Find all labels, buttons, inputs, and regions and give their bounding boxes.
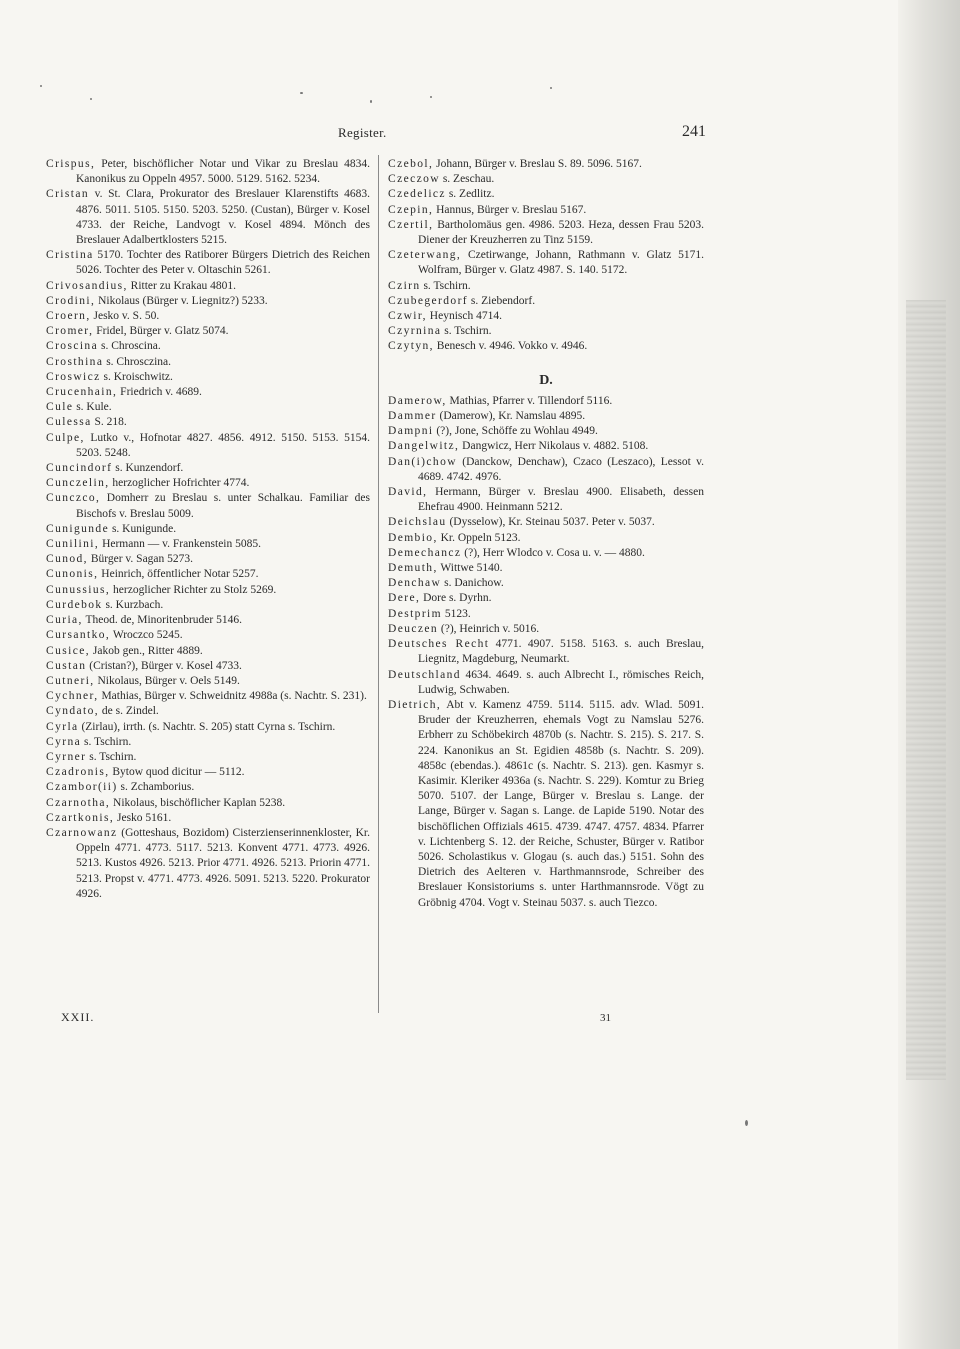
entry-text: Ritter zu Krakau 4801. [127,279,237,292]
entry-text: s. Zeschau. [439,173,495,186]
entry-headword: Czadronis, [46,766,110,779]
entry-text: herzoglicher Richter zu Stolz 5269. [110,583,277,596]
entry-text: (Danckow, Denchaw), Czaco (Leszaco), Lessot v. 4689. 4742. 4976. [418,455,704,483]
entry-text: Jesko v. S. 50. [90,310,160,323]
entry-headword: Czytyn, [388,340,434,353]
entry-text: 4771. 4907. 5158. 5163. s. auch Breslau, Liegnitz, Magdeburg, Neumarkt. [418,638,704,666]
index-entry [388,622,704,637]
entry-headword: Crivosandius, [46,279,128,292]
entry-text: Nikolaus, bischöflicher Kaplan 5238. [110,796,286,809]
entry-headword: Cursantko, [46,629,111,642]
entry-headword: Cusice, [46,644,90,657]
entry-headword: Czarnowanz [46,826,118,839]
index-entry [46,826,370,902]
entry-headword: Czyrnina [388,325,442,338]
entry-headword: Dere, [388,592,421,605]
scan-artifact-band [906,300,946,1080]
entry-headword: Cychner, [46,690,99,703]
index-entry [46,659,370,674]
index-entry [388,591,704,606]
index-entry [388,187,704,202]
index-entry [388,576,704,591]
entry-headword: Cromer, [46,325,94,338]
entry-headword: Dan(i)chow [388,455,457,468]
entry-headword: Cristan [46,188,90,201]
entry-headword: Croswicz [46,370,101,383]
entry-text: (Zirlau), irrth. (s. Nachtr. S. 205) statt Cyrna s. Tschirn. [78,720,336,733]
index-entry [46,187,370,248]
index-entry [46,720,370,735]
index-entry [46,339,370,354]
entry-headword: Cyrla [46,720,79,733]
page-number: 241 [682,123,706,140]
entry-headword: Croern, [46,310,91,323]
entries-c-section [388,157,704,355]
entry-headword: Crodini, [46,294,96,307]
index-entry [388,698,704,911]
entry-text: 4634. 4649. s. auch Albrecht I., römisches Reich, Ludwig, Schwaben. [418,668,704,696]
entry-text: Domherr zu Breslau s. unter Schalkau. Familiar des Bischofs v. Breslau 5009. [76,492,370,520]
entry-text: s. Tschirn. [81,735,132,748]
entry-text: Lutko v., Hofnotar 4827. 4856. 4912. 5150. 5153. 5154. 5203. 5248. [76,431,370,459]
entry-text: s. Tschirn. [86,750,137,763]
entry-headword: Croscina [46,340,99,353]
entry-headword: Czertil, [388,218,434,231]
index-entry [46,765,370,780]
index-entry [388,203,704,218]
entry-headword: Cule [46,401,74,414]
index-entry [46,674,370,689]
entry-text: Dore s. Dyrhn. [420,592,492,605]
entry-text: s. Kunigunde. [109,522,177,535]
dust-speck [370,100,372,103]
index-entry [388,294,704,309]
entry-headword: Czepin, [388,203,434,216]
entry-headword: Demuth, [388,562,438,575]
entry-text: s. Kule. [73,401,112,414]
index-entry [388,455,704,485]
entry-headword: Czwir, [388,310,427,323]
entry-text: s. Chroscina. [98,340,161,353]
entry-headword: Czirn [388,279,421,292]
entry-headword: Curdebok [46,598,103,611]
index-entry [46,644,370,659]
entry-text: Fridel, Bürger v. Glatz 5074. [93,325,229,338]
entry-text: Jakob gen., Ritter 4889. [89,644,203,657]
entry-headword: Destprim [388,607,442,620]
page-header [46,125,706,145]
entry-text: Nikolaus, Bürger v. Oels 5149. [94,674,240,687]
entry-text: Kr. Oppeln 5123. [437,531,521,544]
entry-text: s. Kurzbach. [102,598,164,611]
entry-text: Abt v. Kamenz 4759. 5114. 5115. adv. Wlad. 5091. Bruder der Kreuzherren, ehemals Vogt zu Namslau 5276. Erbherr zu Schöbekirch 4870b (s. Nachtr. S. 215). S. 217. S. 224. Kanonikus an St. Egidien 4858b (s. Nachtr. S. 209). 4858c (ebendas.). 4861c (s. Nachtr. S. 213). gen. Kasmyr s. Kasimir. Kleriker 4936a (s. Nachtr. S. 229). Komtur zu Brieg 5070. 5107. der Lange, Bürger v. Breslau s. Lange. der Lange, Bürger v. Sagan s. Lange. de Lapide 5190. Notar des bischöflichen Offizials 4615. 4739. 4747. 4757. 4834. Pfarrer v. Lichtenberg S. 12. der Reiche, Schuster, Bürger v. Ratibor 5026. Scholastikus v. Glogau (s. auch das.) 5151. Sohn des Dietrich des Aelteren v. Harthmannsrode, Schreiber des Breslauer Konsistoriums s. unter Harthmannsrode. Vögt zu Gröbnig 4704. Vogt v. Steinau 5037. s. auch Tiezco. [418,698,704,909]
left-column [46,157,370,902]
entry-text: s. Tschirn. [420,279,471,292]
column-divider [378,155,379,1013]
entry-headword: Deichslau [388,516,447,529]
index-entry [46,476,370,491]
index-entry [46,415,370,430]
entry-text: Hannus, Bürger v. Breslau 5167. [433,203,587,216]
entry-text: Mathias, Bürger v. Schweidnitz 4988a (s. Nachtr. S. 231). [98,690,367,703]
entry-text: (Dysselow), Kr. Steinau 5037. Peter v. 5037. [446,516,655,529]
index-entry [46,689,370,704]
index-entry [388,218,704,248]
entry-text: s. Kroischwitz. [100,370,173,383]
entry-headword: Cunonis, [46,568,99,581]
entry-text: Dangwicz, Herr Nikolaus v. 4882. 5108. [459,440,649,453]
entry-text: Peter, bischöflicher Notar und Vikar zu Breslau 4834. Kanonikus zu Oppeln 4957. 5000. 5129. 5162. 5234. [76,158,370,186]
entry-text: (Cristan?), Bürger v. Kosel 4733. [86,659,242,672]
index-entry [388,485,704,515]
entry-headword: Czarnotha, [46,796,111,809]
index-entry [388,157,704,172]
entry-text: s. Chrosczina. [103,355,172,368]
entry-text: Czetirwange, Johann, Rathmann v. Glatz 5171. Wolfram, Bürger v. Glatz 4987. S. 140. 5172. [418,249,704,277]
index-entry [46,431,370,461]
index-entry [46,157,370,187]
entry-headword: Czartkonis, [46,811,115,824]
entry-text: Heinrich, öffentlicher Notar 5257. [98,568,259,581]
entry-headword: Demechancz [388,546,462,559]
entry-headword: Cyrna [46,735,82,748]
entry-text: Bartholomäus gen. 4986. 5203. Heza, dessen Frau 5203. Diener der Kreuzherren zu Tinz 5159. [418,218,704,247]
index-entry [46,583,370,598]
sheet-number: 31 [600,1012,611,1024]
entry-headword: Czubegerdorf [388,294,469,307]
index-entry [46,704,370,719]
index-entry [388,172,704,187]
dust-speck [550,87,552,89]
entry-text: (Damerow), Kr. Namslau 4895. [436,410,586,423]
entries-d-section [388,394,704,911]
index-entry [46,522,370,537]
entry-headword: Deutschland [388,668,461,681]
index-entry [388,409,704,424]
entry-headword: Crosthina [46,355,104,368]
entry-headword: Czambor(ii) [46,781,118,794]
index-entry [46,461,370,476]
dust-speck [745,1120,748,1126]
index-entry [46,735,370,750]
entry-text: (?), Jone, Schöffe zu Wohlau 4949. [433,425,598,438]
scan-border [898,0,960,1349]
entry-headword: Curia, [46,614,83,627]
signature-mark: XXII. [61,1010,95,1024]
entry-text: Johann, Bürger v. Breslau S. 89. 5096. 5167. [433,158,642,170]
index-entry [46,796,370,811]
entry-headword: Cutneri, [46,674,95,687]
index-entry [46,567,370,582]
entry-text: Hermann, Bürger v. Breslau 4900. Elisabeth, dessen Ehefrau 4900. Heinmann 5212. [418,486,704,514]
index-entry [388,561,704,576]
index-entry [46,324,370,339]
entry-text: Heynisch 4714. [426,310,502,323]
entry-headword: Cuncindorf [46,462,113,475]
index-entry [46,279,370,294]
entry-headword: Dangelwitz, [388,440,460,453]
index-entry [388,531,704,546]
right-column [388,157,704,911]
entry-text: de s. Zindel. [99,705,159,718]
entry-headword: Damerow, [388,394,447,407]
entry-text: Friedrich v. 4689. [117,386,202,399]
entry-headword: Cyrner [46,750,87,763]
entry-headword: Cyndato, [46,705,100,718]
entry-headword: Dampni [388,425,434,438]
entry-headword: Czedelicz [388,188,446,201]
entry-text: (Gotteshaus, Bozidom) Cisterzienserinnenkloster, Kr. Oppeln 4771. 4773. 5117. 5213. Konvent 4771. 4773. 4926. 5213. Kustos 4926. 5213. Prior 4771. 4926. 5213. Priorin 4771. 5213. Propst v. 4771. 4773. 4926. 5091. 5213. 5220. Prokurator 4926. [76,826,370,900]
entry-headword: Deuczen [388,622,439,635]
entry-headword: David, [388,486,428,499]
entry-text: s. Zchamborius. [117,781,195,794]
entry-headword: Dietrich, [388,698,442,711]
dust-speck [430,96,432,98]
entry-text: (?), Herr Wlodco v. Cosa u. v. — 4880. [461,546,645,559]
index-entry [46,811,370,826]
entry-text: Wittwe 5140. [437,562,503,575]
dust-speck [40,85,42,87]
entry-headword: Cunilini, [46,538,100,551]
index-entry [46,552,370,567]
index-entry [388,424,704,439]
index-entry [388,668,704,698]
index-entry [46,385,370,400]
entry-text: s. Zedlitz. [445,188,495,201]
entry-text: Jesko 5161. [114,811,172,824]
entry-headword: Crucenhain, [46,386,118,399]
entry-headword: Dammer [388,410,437,423]
entry-headword: Custan [46,659,87,672]
index-entry [46,309,370,324]
index-entry [388,394,704,409]
entry-headword: Deutsches Recht [388,638,490,651]
entry-text: Wroczco 5245. [110,629,183,642]
index-entry [388,248,704,278]
index-entry [46,491,370,521]
entry-text: s. Kunzendorf. [112,462,184,475]
entry-text: 5170. Tochter des Ratiborer Bürgers Dietrich des Reichen 5026. Tochter des Peter v. Oltaschin 5261. [76,249,370,277]
index-entry [388,515,704,530]
entry-text: 5123. [442,607,471,620]
index-entry [46,613,370,628]
entry-headword: Cristina [46,249,94,262]
entry-headword: Culessa [46,416,92,429]
entry-text: v. St. Clara, Prokurator des Breslauer Klarenstifts 4683. 4876. 5011. 5105. 5150. 5203. 5250. (Custan), Bürger v. Kosel 4733. der Reiche, Landvogt v. Kosel 4894. Mönch des Breslauer Adalbertklosters 5215. [76,188,370,247]
index-entry [46,750,370,765]
index-entry [388,309,704,324]
index-entry [46,598,370,613]
running-title: Register. [338,125,387,140]
index-entry [388,607,704,622]
index-entry [46,355,370,370]
entry-text: Theod. de, Minoritenbruder 5146. [82,614,242,627]
entry-headword: Cunussius, [46,583,111,596]
index-entry [388,546,704,561]
index-entry [46,400,370,415]
index-entry [46,537,370,552]
dust-speck [300,92,303,94]
entry-headword: Cunczco, [46,492,101,505]
index-entry [388,637,704,667]
index-entry [46,294,370,309]
entry-text: s. Tschirn. [441,325,492,338]
entry-text: Hermann — v. Frankenstein 5085. [99,538,262,551]
entry-text: Bytow quod dicitur — 5112. [109,766,245,779]
entry-text: S. 218. [91,416,127,429]
index-entry [388,439,704,454]
entry-text: Bürger v. Sagan 5273. [87,553,194,566]
entry-headword: Denchaw [388,577,442,590]
entry-text: herzoglicher Hofrichter 4774. [109,477,250,490]
entry-text: s. Danichow. [441,577,504,590]
index-entry [388,339,704,354]
index-entry [46,248,370,278]
entry-text: Nikolaus (Bürger v. Liegnitz?) 5233. [95,294,268,307]
entry-headword: Crispus, [46,158,96,170]
entry-headword: Cunod, [46,553,88,566]
entry-headword: Czeterwang, [388,249,462,262]
index-entry [388,279,704,294]
entry-headword: Czeczow [388,173,440,186]
entry-headword: Dembio, [388,531,438,544]
entry-text: s. Ziebendorf. [468,294,536,307]
section-letter: D. [539,372,553,388]
index-entry [46,370,370,385]
entry-headword: Cunigunde [46,522,110,535]
index-entry [388,324,704,339]
entry-text: (?), Heinrich v. 5016. [438,622,540,635]
entry-headword: Culpe, [46,431,85,444]
entry-headword: Czebol, [388,158,434,170]
entry-text: Mathias, Pfarrer v. Tillendorf 5116. [446,394,613,407]
index-entry [46,780,370,795]
index-entry [46,628,370,643]
entry-headword: Cunczelin, [46,477,110,490]
dust-speck [90,98,92,100]
entry-text: Benesch v. 4946. Vokko v. 4946. [433,340,588,353]
